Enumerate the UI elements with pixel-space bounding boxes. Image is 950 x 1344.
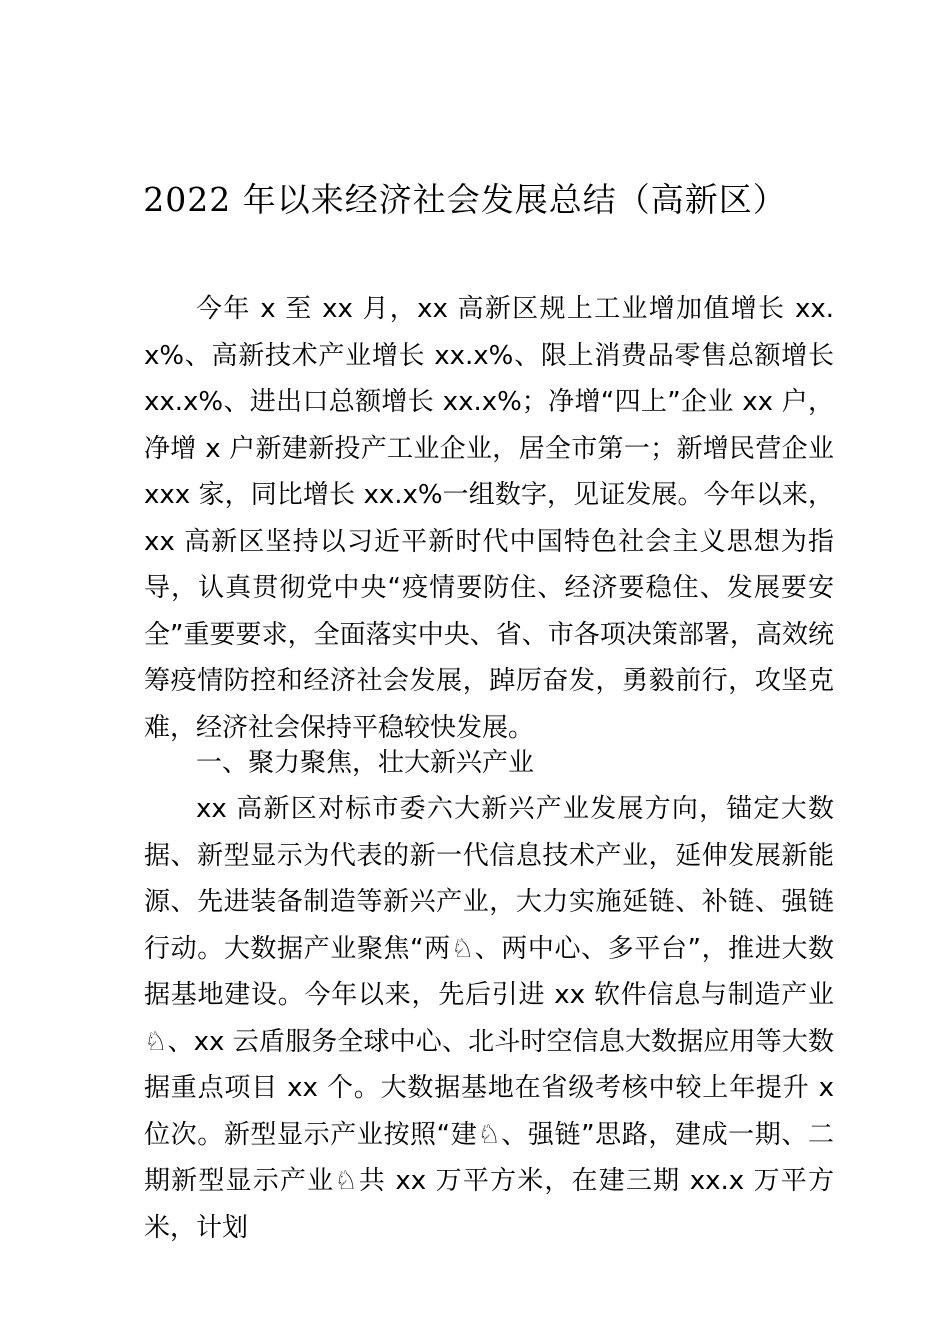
- section-heading: 一、聚力聚焦，壮大新兴产业: [196, 748, 535, 778]
- section-paragraph: xx 高新区对标市委六大新兴产业发展方向，锚定大数据、新型显示为代表的新一代信息技术产业，延伸发展新能源、先进装备制造等新兴产业，大力实施延链、补链、强链行动。大数据产业聚焦“两♘、两中心、多平台”，推进大数据基地建设。今年以来，先后引进 xx 软件信息与制造产业♘、xx 云盾服务全球中心、北斗时空信息大数据应用等大数据重点项目 xx 个。大数据基地在省级考核中较上年提升 x 位次。新型显示产业按照“建♘、强链”思路，建成一期、二期新型显示产业♘共 xx 万平方米，在建三期 xx.x 万平方米，计划: [144, 794, 834, 1243]
- intro-paragraph: 今年 x 至 xx 月，xx 高新区规上工业增加值增长 xx.x%、高新技术产业增长 xx.x%、限上消费品零售总额增长 xx.x%、进出口总额增长 xx.x%；净增“四上”企业 xx 户，净增 x 户新建新投产工业企业，居全市第一；新增民营企业 xxx 家，同比增长 xx.x%一组数字，见证发展。今年以来，xx 高新区坚持以习近平新时代中国特色社会主义思想为指导，认真贯彻党中央“疫情要防住、经济要稳住、发展要安全”重要要求，全面落实中央、省、市各项决策部署，高效统筹疫情防控和经济社会发展，踔厉奋发，勇毅前行，攻坚克难，经济社会保持平稳较快发展。: [144, 294, 834, 743]
- document-title: 2022 年以来经济社会发展总结（高新区）: [143, 180, 787, 219]
